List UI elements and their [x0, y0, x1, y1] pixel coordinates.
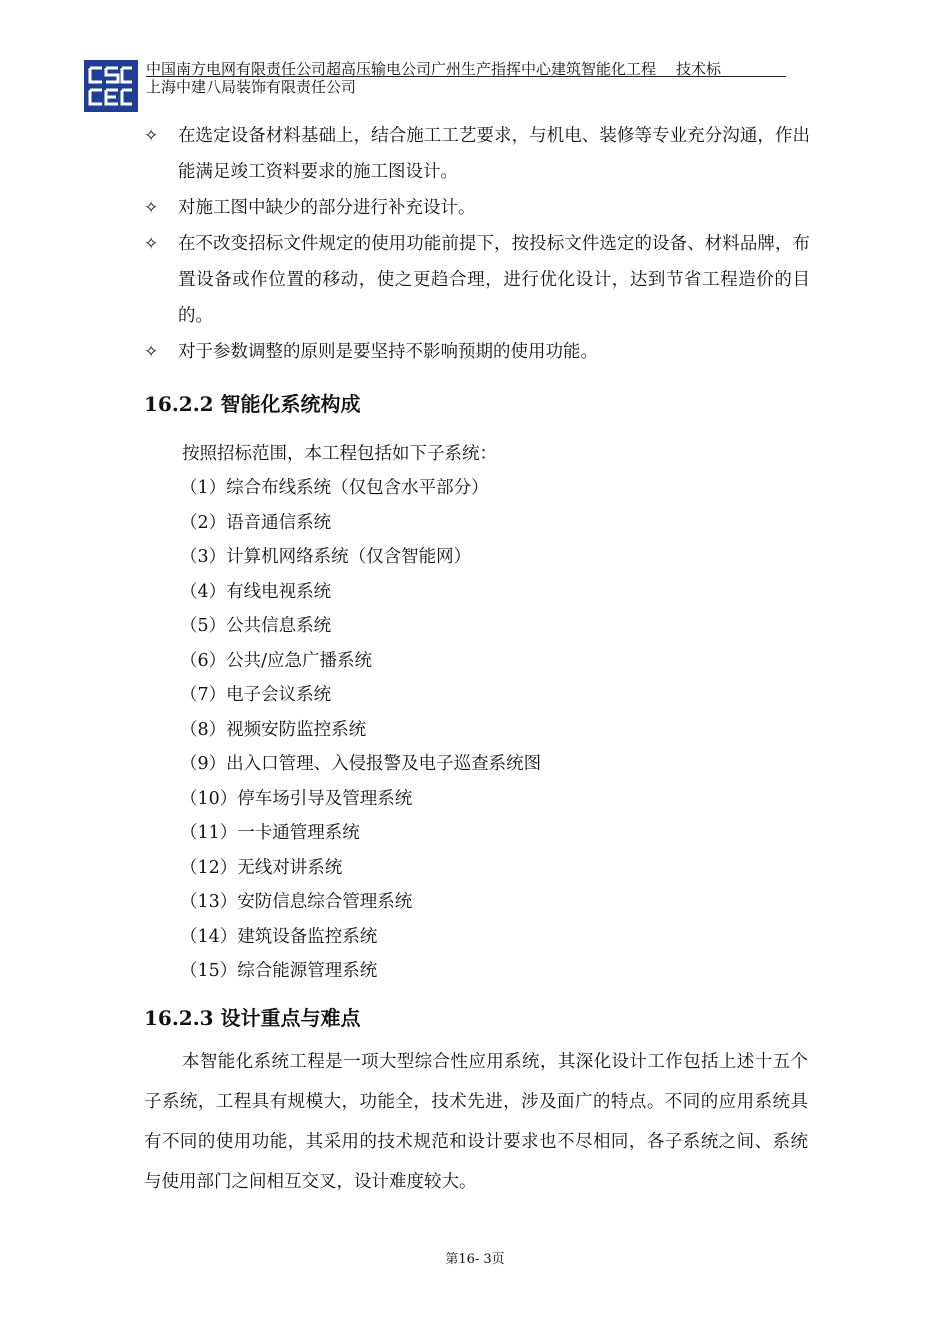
- project-title: 中国南方电网有限责任公司超高压输电公司广州生产指挥中心建筑智能化工程: [146, 60, 657, 78]
- bullet-text: 对于参数调整的原则是要坚持不影响预期的使用功能。: [178, 342, 598, 362]
- list-item: （4）有线电视系统: [180, 581, 332, 602]
- section-intro: 按照招标范围，本工程包括如下子系统：: [182, 444, 497, 464]
- list-item: （8）视频安防监控系统: [180, 719, 367, 740]
- cscec-logo-icon: [84, 60, 138, 112]
- doc-type-label: 技术标: [676, 60, 722, 78]
- list-item: （6）公共/应急广播系统: [180, 650, 373, 671]
- bullet-text: 对施工图中缺少的部分进行补充设计。: [178, 198, 476, 218]
- list-item: （9）出入口管理、入侵报警及电子巡查系统图: [180, 754, 542, 774]
- list-item: （7）电子会议系统: [180, 685, 332, 705]
- company-name: 上海中建八局装饰有限责任公司: [146, 78, 357, 96]
- subsystem-list: [180, 471, 541, 989]
- list-item: （13）安防信息综合管理系统: [180, 892, 413, 912]
- bullet-text: 在不改变招标文件规定的使用功能前提下，按投标文件选定的设备、材料品牌，布置设备或作位置的移动，使之更趋合理，进行优化设计，达到节省工程造价的目的。: [178, 234, 810, 326]
- list-item: （10）停车场引导及管理系统: [180, 788, 413, 809]
- list-item: （14）建筑设备监控系统: [180, 926, 378, 947]
- list-item: （3）计算机网络系统（仅含智能网）: [180, 547, 472, 567]
- bullet-text: 在选定设备材料基础上，结合施工工艺要求，与机电、装修等专业充分沟通，作出能满足竣工资料要求的施工图设计。: [178, 126, 810, 182]
- section-heading-16-2-2: 16.2.2 智能化系统构成: [144, 392, 361, 416]
- company-logo: [84, 60, 138, 112]
- list-item: （5）公共信息系统: [180, 616, 332, 636]
- diamond-star-icon: ✧: [144, 342, 159, 362]
- section-heading-16-2-3: 16.2.3 设计重点与难点: [144, 1006, 361, 1030]
- bullet-item: [144, 226, 810, 334]
- list-item: （11）一卡通管理系统: [180, 823, 360, 843]
- list-item: （12）无线对讲系统: [180, 857, 343, 878]
- page-number: 第16- 3页: [445, 1252, 505, 1267]
- bullet-item: [144, 334, 810, 370]
- body-paragraph: 本智能化系统工程是一项大型综合性应用系统，其深化设计工作包括上述十五个子系统，工程具有规模大，功能全，技术先进，涉及面广的特点。不同的应用系统具有不同的使用功能，其采用的技术规范和设计要求也不尽相同，各子系统之间、系统与使用部门之间相互交叉，设计难度较大。: [144, 1052, 808, 1192]
- diamond-star-icon: ✧: [144, 198, 159, 218]
- bullet-list: [144, 118, 810, 370]
- list-item: （1）综合布线系统（仅包含水平部分）: [180, 478, 489, 498]
- bullet-item: [144, 118, 810, 190]
- bullet-item: [144, 190, 810, 226]
- page-header: [84, 56, 788, 112]
- list-item: （15）综合能源管理系统: [180, 961, 378, 981]
- diamond-star-icon: ✧: [144, 234, 159, 254]
- list-item: （2）语音通信系统: [180, 512, 332, 533]
- diamond-star-icon: ✧: [144, 126, 159, 146]
